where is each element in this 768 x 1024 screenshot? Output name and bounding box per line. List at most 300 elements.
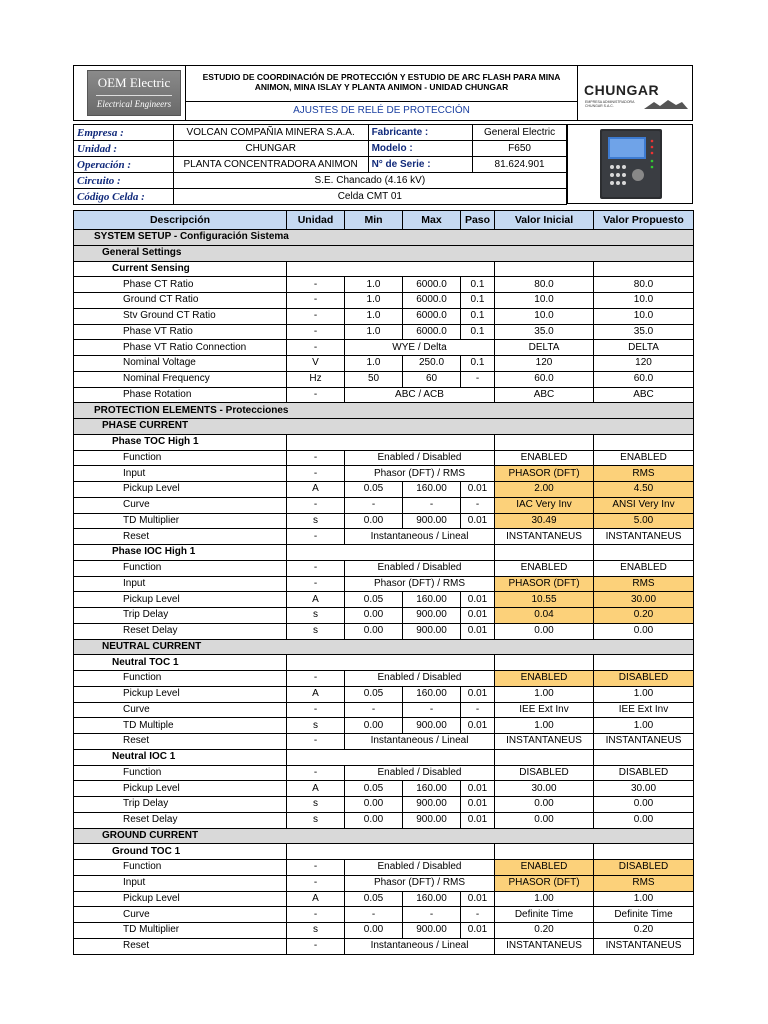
- initial-value: 1.00: [495, 718, 594, 734]
- table-row: [74, 938, 694, 954]
- table-row: [74, 686, 694, 702]
- setting-max: 160.00: [403, 482, 461, 498]
- setting-min: 0.00: [345, 797, 403, 813]
- initial-value: ENABLED: [495, 560, 594, 576]
- col-header-unidad: Unidad: [287, 211, 345, 230]
- setting-unit: A: [287, 891, 345, 907]
- setting-unit: s: [287, 797, 345, 813]
- table-row: [74, 371, 694, 387]
- initial-value: IEE Ext Inv: [495, 702, 594, 718]
- setting-name: Pickup Level: [74, 592, 287, 608]
- initial-value: 80.0: [495, 277, 594, 293]
- empty-cell: [495, 844, 594, 860]
- equipment-info-table: [73, 124, 567, 205]
- setting-unit: -: [287, 860, 345, 876]
- initial-value: 0.20: [495, 923, 594, 939]
- modelo-value: F650: [473, 141, 567, 157]
- proposed-value: ANSI Very Inv: [594, 497, 694, 513]
- group-row: [74, 749, 694, 765]
- celda-label: Código Celda :: [74, 189, 174, 205]
- table-header-row: [74, 211, 694, 230]
- setting-name: Stv Ground CT Ratio: [74, 308, 287, 324]
- table-row: [74, 293, 694, 309]
- initial-value: 1.00: [495, 891, 594, 907]
- logo-box: [87, 70, 181, 116]
- initial-value: 120: [495, 356, 594, 372]
- setting-max: 900.00: [403, 797, 461, 813]
- proposed-value: 10.0: [594, 293, 694, 309]
- setting-max: 6000.0: [403, 308, 461, 324]
- setting-min: -: [345, 497, 403, 513]
- setting-name: Function: [74, 860, 287, 876]
- setting-unit: -: [287, 560, 345, 576]
- setting-min: 0.00: [345, 513, 403, 529]
- setting-name: Input: [74, 875, 287, 891]
- setting-max: 900.00: [403, 513, 461, 529]
- setting-unit: A: [287, 781, 345, 797]
- setting-name: Pickup Level: [74, 891, 287, 907]
- table-row: [74, 592, 694, 608]
- operacion-label: Operación :: [74, 157, 174, 173]
- setting-step: 0.01: [461, 781, 495, 797]
- brand-name: CHUNGAR: [584, 82, 660, 98]
- proposed-value: 80.0: [594, 277, 694, 293]
- proposed-value: RMS: [594, 875, 694, 891]
- setting-max: 900.00: [403, 623, 461, 639]
- setting-max: 900.00: [403, 812, 461, 828]
- setting-unit: s: [287, 513, 345, 529]
- unidad-label: Unidad :: [74, 141, 174, 157]
- setting-name: Ground CT Ratio: [74, 293, 287, 309]
- chungar-logo: [578, 66, 692, 120]
- circuito-label: Circuito :: [74, 173, 174, 189]
- initial-value: 10.55: [495, 592, 594, 608]
- setting-name: TD Multiple: [74, 718, 287, 734]
- setting-unit: -: [287, 387, 345, 403]
- section-row: [74, 639, 694, 655]
- setting-name: Reset Delay: [74, 812, 287, 828]
- setting-step: 0.01: [461, 592, 495, 608]
- setting-max: 160.00: [403, 592, 461, 608]
- setting-step: 0.01: [461, 718, 495, 734]
- unidad-value: CHUNGAR: [173, 141, 368, 157]
- proposed-value: DISABLED: [594, 860, 694, 876]
- setting-step: 0.01: [461, 923, 495, 939]
- setting-min: -: [345, 907, 403, 923]
- group-title: Neutral TOC 1: [74, 655, 287, 671]
- setting-max: 250.0: [403, 356, 461, 372]
- setting-unit: -: [287, 576, 345, 592]
- section-title: NEUTRAL CURRENT: [74, 639, 694, 655]
- setting-range: ABC / ACB: [345, 387, 495, 403]
- setting-unit: Hz: [287, 371, 345, 387]
- setting-unit: A: [287, 592, 345, 608]
- proposed-value: 120: [594, 356, 694, 372]
- setting-name: Curve: [74, 907, 287, 923]
- table-row: [74, 387, 694, 403]
- proposed-value: DISABLED: [594, 671, 694, 687]
- empty-cell: [287, 655, 495, 671]
- setting-name: Trip Delay: [74, 608, 287, 624]
- section-title: PHASE CURRENT: [74, 419, 694, 435]
- table-row: [74, 734, 694, 750]
- setting-name: Phase CT Ratio: [74, 277, 287, 293]
- setting-step: 0.01: [461, 608, 495, 624]
- setting-range: Enabled / Disabled: [345, 765, 495, 781]
- setting-name: Pickup Level: [74, 482, 287, 498]
- setting-step: 0.01: [461, 686, 495, 702]
- setting-unit: -: [287, 340, 345, 356]
- setting-unit: s: [287, 923, 345, 939]
- setting-unit: A: [287, 482, 345, 498]
- group-row: [74, 434, 694, 450]
- setting-name: Nominal Frequency: [74, 371, 287, 387]
- setting-name: Function: [74, 765, 287, 781]
- setting-range: Phasor (DFT) / RMS: [345, 576, 495, 592]
- setting-unit: s: [287, 608, 345, 624]
- setting-min: 0.05: [345, 592, 403, 608]
- initial-value: 35.0: [495, 324, 594, 340]
- table-row: [74, 576, 694, 592]
- group-row: [74, 261, 694, 277]
- col-header-max: Max: [403, 211, 461, 230]
- setting-step: -: [461, 497, 495, 513]
- group-row: [74, 655, 694, 671]
- setting-name: Phase VT Ratio: [74, 324, 287, 340]
- setting-min: 1.0: [345, 293, 403, 309]
- table-row: [74, 450, 694, 466]
- col-header-paso: Paso: [461, 211, 495, 230]
- relay-device-photo: [567, 124, 693, 204]
- proposed-value: 1.00: [594, 718, 694, 734]
- setting-max: 6000.0: [403, 324, 461, 340]
- setting-min: 0.00: [345, 608, 403, 624]
- proposed-value: 30.00: [594, 781, 694, 797]
- group-title: Phase TOC High 1: [74, 434, 287, 450]
- table-row: [74, 340, 694, 356]
- proposed-value: 1.00: [594, 686, 694, 702]
- brand-sub-line2: CHUNGAR S.A.C.: [585, 104, 614, 108]
- celda-value: Celda CMT 01: [173, 189, 566, 205]
- setting-unit: -: [287, 671, 345, 687]
- circuito-value: S.E. Chancado (4.16 kV): [173, 173, 566, 189]
- setting-step: -: [461, 907, 495, 923]
- setting-range: Enabled / Disabled: [345, 671, 495, 687]
- empty-cell: [495, 545, 594, 561]
- empresa-label: Empresa :: [74, 125, 174, 141]
- info-row-circuito: [74, 173, 567, 189]
- proposed-value: ENABLED: [594, 560, 694, 576]
- setting-step: 0.01: [461, 812, 495, 828]
- table-row: [74, 860, 694, 876]
- table-row: [74, 812, 694, 828]
- setting-max: 900.00: [403, 923, 461, 939]
- proposed-value: RMS: [594, 576, 694, 592]
- setting-unit: -: [287, 293, 345, 309]
- setting-unit: -: [287, 308, 345, 324]
- proposed-value: 1.00: [594, 891, 694, 907]
- logo-divider: [96, 95, 172, 96]
- setting-min: 1.0: [345, 308, 403, 324]
- setting-min: 0.00: [345, 923, 403, 939]
- setting-min: 0.05: [345, 482, 403, 498]
- proposed-value: 60.0: [594, 371, 694, 387]
- section-row: [74, 230, 694, 246]
- empty-cell: [287, 434, 495, 450]
- fabricante-label: Fabricante :: [368, 125, 473, 141]
- initial-value: 60.0: [495, 371, 594, 387]
- section-row: [74, 419, 694, 435]
- table-row: [74, 324, 694, 340]
- setting-min: 0.00: [345, 812, 403, 828]
- empty-cell: [594, 749, 694, 765]
- setting-range: Phasor (DFT) / RMS: [345, 466, 495, 482]
- group-row: [74, 844, 694, 860]
- group-title: Neutral IOC 1: [74, 749, 287, 765]
- setting-name: Input: [74, 466, 287, 482]
- info-row-unidad: [74, 141, 567, 157]
- group-title: Current Sensing: [74, 261, 287, 277]
- table-row: [74, 308, 694, 324]
- table-row: [74, 466, 694, 482]
- proposed-value: INSTANTANEUS: [594, 529, 694, 545]
- initial-value: ENABLED: [495, 860, 594, 876]
- logo-title: OEM Electric: [97, 75, 171, 90]
- section-row: [74, 245, 694, 261]
- initial-value: 30.00: [495, 781, 594, 797]
- proposed-value: ABC: [594, 387, 694, 403]
- setting-max: 60: [403, 371, 461, 387]
- setting-unit: -: [287, 450, 345, 466]
- section-row: [74, 828, 694, 844]
- table-row: [74, 765, 694, 781]
- setting-unit: -: [287, 938, 345, 954]
- serie-label: N° de Serie :: [368, 157, 473, 173]
- setting-unit: -: [287, 734, 345, 750]
- initial-value: INSTANTANEUS: [495, 529, 594, 545]
- table-row: [74, 277, 694, 293]
- document-subtitle: AJUSTES DE RELÉ DE PROTECCIÓN: [186, 101, 578, 120]
- empty-cell: [495, 655, 594, 671]
- initial-value: PHASOR (DFT): [495, 875, 594, 891]
- setting-name: Reset Delay: [74, 623, 287, 639]
- setting-name: Pickup Level: [74, 686, 287, 702]
- setting-name: Reset: [74, 938, 287, 954]
- table-row: [74, 891, 694, 907]
- initial-value: 10.0: [495, 308, 594, 324]
- initial-value: INSTANTANEUS: [495, 734, 594, 750]
- setting-name: Pickup Level: [74, 781, 287, 797]
- setting-max: 900.00: [403, 718, 461, 734]
- initial-value: PHASOR (DFT): [495, 576, 594, 592]
- empty-cell: [287, 749, 495, 765]
- setting-max: -: [403, 702, 461, 718]
- initial-value: DELTA: [495, 340, 594, 356]
- setting-unit: -: [287, 907, 345, 923]
- setting-unit: V: [287, 356, 345, 372]
- document-header: [73, 65, 693, 121]
- proposed-value: 30.00: [594, 592, 694, 608]
- section-title: General Settings: [74, 245, 694, 261]
- table-row: [74, 671, 694, 687]
- empty-cell: [287, 261, 495, 277]
- proposed-value: 0.00: [594, 812, 694, 828]
- setting-max: 6000.0: [403, 293, 461, 309]
- mountain-icon: [644, 99, 688, 109]
- setting-step: 0.1: [461, 356, 495, 372]
- setting-min: 1.0: [345, 356, 403, 372]
- setting-max: 160.00: [403, 891, 461, 907]
- table-row: [74, 923, 694, 939]
- proposed-value: 5.00: [594, 513, 694, 529]
- setting-step: 0.01: [461, 513, 495, 529]
- initial-value: 10.0: [495, 293, 594, 309]
- initial-value: PHASOR (DFT): [495, 466, 594, 482]
- setting-name: Function: [74, 560, 287, 576]
- col-header-min: Min: [345, 211, 403, 230]
- study-title: [186, 66, 578, 101]
- empty-cell: [594, 844, 694, 860]
- col-header-descripcion: Descripción: [74, 211, 287, 230]
- initial-value: INSTANTANEUS: [495, 938, 594, 954]
- table-row: [74, 560, 694, 576]
- setting-unit: s: [287, 812, 345, 828]
- initial-value: Definite Time: [495, 907, 594, 923]
- fabricante-value: General Electric: [473, 125, 567, 141]
- proposed-value: INSTANTANEUS: [594, 938, 694, 954]
- info-row-empresa: [74, 125, 567, 141]
- section-row: [74, 403, 694, 419]
- setting-max: -: [403, 907, 461, 923]
- setting-step: 0.01: [461, 797, 495, 813]
- setting-unit: -: [287, 497, 345, 513]
- setting-unit: -: [287, 529, 345, 545]
- setting-range: Enabled / Disabled: [345, 450, 495, 466]
- proposed-value: ENABLED: [594, 450, 694, 466]
- initial-value: 0.00: [495, 812, 594, 828]
- operacion-value: PLANTA CONCENTRADORA ANIMON: [173, 157, 368, 173]
- setting-name: TD Multiplier: [74, 513, 287, 529]
- empty-cell: [594, 261, 694, 277]
- setting-name: Curve: [74, 497, 287, 513]
- setting-max: 160.00: [403, 781, 461, 797]
- setting-min: 1.0: [345, 324, 403, 340]
- setting-range: WYE / Delta: [345, 340, 495, 356]
- proposed-value: 0.00: [594, 623, 694, 639]
- proposed-value: IEE Ext Inv: [594, 702, 694, 718]
- initial-value: IAC Very Inv: [495, 497, 594, 513]
- proposed-value: DELTA: [594, 340, 694, 356]
- setting-unit: -: [287, 466, 345, 482]
- setting-min: 0.05: [345, 891, 403, 907]
- table-row: [74, 623, 694, 639]
- proposed-value: 0.20: [594, 608, 694, 624]
- section-title: GROUND CURRENT: [74, 828, 694, 844]
- empty-cell: [594, 434, 694, 450]
- initial-value: 2.00: [495, 482, 594, 498]
- brand-subtext: [585, 100, 634, 108]
- setting-name: Function: [74, 450, 287, 466]
- setting-name: Reset: [74, 734, 287, 750]
- group-title: Ground TOC 1: [74, 844, 287, 860]
- setting-min: 0.05: [345, 686, 403, 702]
- proposed-value: DISABLED: [594, 765, 694, 781]
- setting-unit: -: [287, 324, 345, 340]
- proposed-value: RMS: [594, 466, 694, 482]
- setting-max: 160.00: [403, 686, 461, 702]
- setting-step: -: [461, 371, 495, 387]
- proposed-value: 0.00: [594, 797, 694, 813]
- empty-cell: [495, 434, 594, 450]
- setting-min: 0.00: [345, 718, 403, 734]
- logo-subtitle: Electrical Engineers: [96, 99, 172, 109]
- table-row: [74, 356, 694, 372]
- setting-unit: s: [287, 718, 345, 734]
- group-title: Phase IOC High 1: [74, 545, 287, 561]
- setting-unit: -: [287, 702, 345, 718]
- proposed-value: 0.20: [594, 923, 694, 939]
- setting-min: 1.0: [345, 277, 403, 293]
- group-row: [74, 545, 694, 561]
- setting-name: Curve: [74, 702, 287, 718]
- setting-name: TD Multiplier: [74, 923, 287, 939]
- setting-unit: -: [287, 277, 345, 293]
- initial-value: 0.00: [495, 797, 594, 813]
- empty-cell: [495, 261, 594, 277]
- initial-value: ABC: [495, 387, 594, 403]
- setting-range: Instantaneous / Lineal: [345, 938, 495, 954]
- table-row: [74, 907, 694, 923]
- setting-max: -: [403, 497, 461, 513]
- table-row: [74, 781, 694, 797]
- setting-step: 0.01: [461, 623, 495, 639]
- settings-body: [74, 230, 694, 955]
- initial-value: 0.04: [495, 608, 594, 624]
- empresa-value: VOLCAN COMPAÑIA MINERA S.A.A.: [173, 125, 368, 141]
- col-header-valor-propuesto: Valor Propuesto: [594, 211, 694, 230]
- empty-cell: [594, 655, 694, 671]
- setting-range: Enabled / Disabled: [345, 860, 495, 876]
- proposed-value: 10.0: [594, 308, 694, 324]
- setting-min: 0.00: [345, 623, 403, 639]
- initial-value: 30.49: [495, 513, 594, 529]
- table-row: [74, 497, 694, 513]
- initial-value: ENABLED: [495, 671, 594, 687]
- setting-unit: s: [287, 623, 345, 639]
- setting-name: Trip Delay: [74, 797, 287, 813]
- info-row-celda: [74, 189, 567, 205]
- table-row: [74, 529, 694, 545]
- setting-range: Instantaneous / Lineal: [345, 734, 495, 750]
- relay-device-icon: [568, 125, 692, 203]
- setting-unit: -: [287, 875, 345, 891]
- table-row: [74, 875, 694, 891]
- brand-sub-line1: EMPRESA ADMINISTRADORA: [585, 100, 635, 104]
- setting-step: 0.1: [461, 277, 495, 293]
- setting-name: Nominal Voltage: [74, 356, 287, 372]
- col-header-valor-inicial: Valor Inicial: [495, 211, 594, 230]
- setting-step: 0.1: [461, 293, 495, 309]
- setting-name: Input: [74, 576, 287, 592]
- table-row: [74, 608, 694, 624]
- setting-name: Reset: [74, 529, 287, 545]
- serie-value: 81.624.901: [473, 157, 567, 173]
- setting-range: Phasor (DFT) / RMS: [345, 875, 495, 891]
- empty-cell: [495, 749, 594, 765]
- table-row: [74, 797, 694, 813]
- relay-settings-table: [73, 210, 694, 955]
- setting-unit: A: [287, 686, 345, 702]
